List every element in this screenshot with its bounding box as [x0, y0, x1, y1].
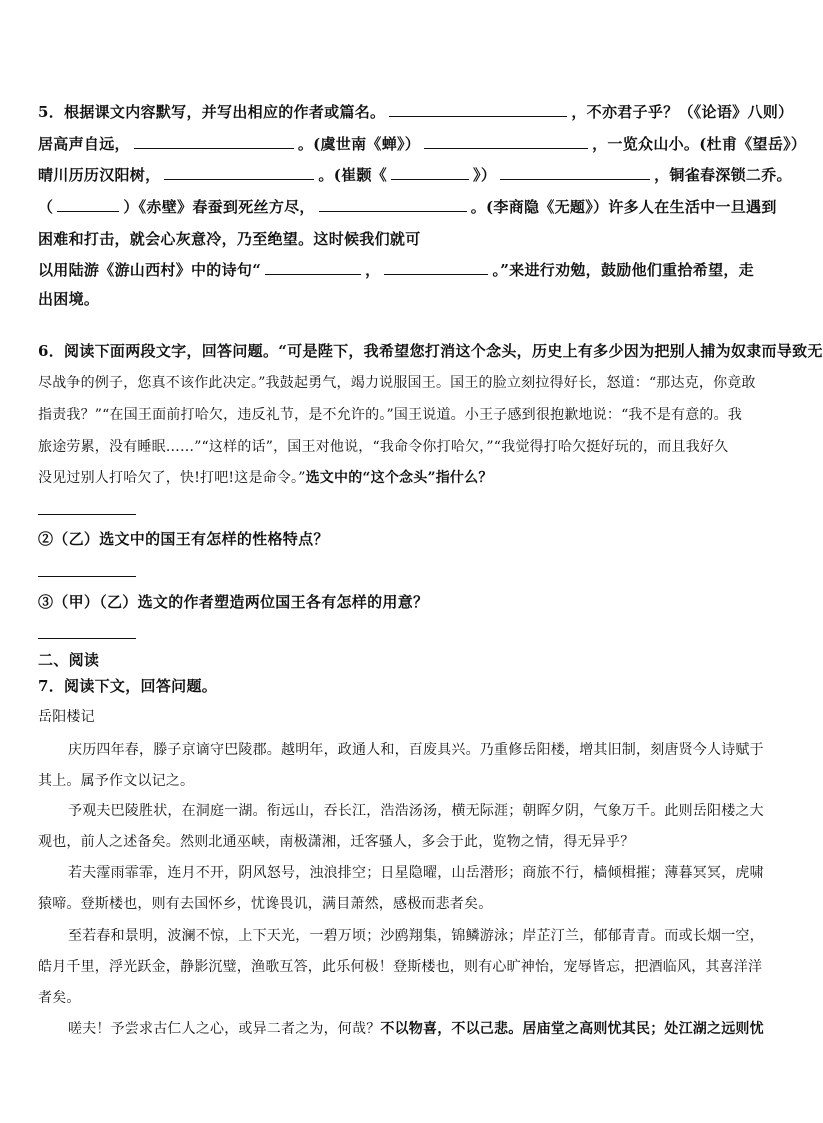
q5-text: ，铜雀春深锁二乔。	[654, 166, 792, 184]
q5-text: （	[38, 198, 54, 216]
answer-blank[interactable]	[384, 259, 488, 275]
essay-paragraph-5	[68, 1018, 764, 1040]
q6-line-4: 旅途劳累，没有睡眠……”“这样的话”，国王对他说，“我命令你打哈欠，”“我觉得打哈欠挺好玩的，而且我好久	[38, 439, 729, 455]
q6-line-2: 尽战争的例子，您真不该作此决定。”我鼓起勇气，竭力说服国王。国王的脸立刻拉得好长，怒道：“那达克，你竟敢	[38, 375, 756, 391]
q5-line-1	[38, 101, 794, 123]
essay-title: 岳阳楼记	[38, 709, 95, 725]
q6-subquestion-1: 选文中的“这个念头”指什么？	[305, 470, 493, 486]
essay-paragraph-2: 予观夫巴陵胜状，在洞庭一湖。衔远山，吞长江，浩浩汤汤，横无际涯；朝晖夕阴，气象万千。此则岳阳楼之大	[68, 803, 764, 819]
q5-line-7: 出困境。	[38, 290, 100, 308]
answer-blank[interactable]	[391, 164, 469, 180]
q5-line-5: 困难和打击，就会心灰意冷，乃至绝望。这时候我们就可	[38, 230, 421, 248]
essay-paragraph-3: 若夫霪雨霏霏，连月不开，阴风怒号，浊浪排空；日星隐曜，山岳潜形；商旅不行，樯倾楫摧；薄暮冥冥，虎啸	[68, 865, 764, 881]
q5-text: 。”来进行劝勉，鼓励他们重拾希望，走	[492, 261, 754, 279]
q5-text: 。(虞世南《蝉》）	[297, 135, 421, 153]
q5-text: 居高声自远，	[38, 135, 130, 153]
q6-subquestion-3: ③（甲）（乙）选文的作者塑造两位国王各有怎样的用意？	[38, 593, 429, 611]
q5-text: ，不亦君子乎？（《论语》八则）	[571, 103, 794, 121]
q5-text: 晴川历历汉阳树，	[38, 166, 161, 184]
essay-paragraph-1: 庆历四年春，滕子京谪守巴陵郡。越明年，政通人和，百废具兴。乃重修岳阳楼，增其旧制，刻唐贤今人诗赋于	[68, 742, 764, 758]
answer-blank[interactable]	[265, 259, 361, 275]
answer-blank[interactable]	[164, 164, 314, 180]
section-heading: 二、阅读	[38, 651, 100, 669]
answer-line[interactable]	[38, 638, 136, 639]
q5-text: ，	[365, 261, 381, 279]
answer-blank[interactable]	[134, 133, 294, 149]
answer-blank[interactable]	[424, 133, 588, 149]
essay-paragraph-2-cont: 观也，前人之述备矣。然则北通巫峡，南极潇湘，迁客骚人，多会于此，览物之情，得无异乎？	[38, 834, 635, 850]
essay-paragraph-4-end: 者矣。	[38, 990, 81, 1006]
q6-line-1: 6．阅读下面两段文字，回答问题。“可是陛下，我希望您打消这个念头，历史上有多少因为把别人捕为奴隶而导致无	[38, 342, 823, 360]
essay-paragraph-4-cont: 皓月千里，浮光跃金，静影沉璧，渔歌互答，此乐何极！登斯楼也，则有心旷神怡，宠辱皆忘，把酒临风，其喜洋洋	[38, 959, 763, 975]
q5-line-2	[38, 133, 807, 155]
answer-blank[interactable]	[389, 101, 567, 117]
essay-paragraph-1-cont: 其上。属予作文以记之。	[38, 773, 195, 789]
q5-text: ，一览众山小。(杜甫《望岳》）	[592, 135, 807, 153]
q5-text: ）《赤壁》春蚕到死丝方尽，	[123, 198, 315, 216]
q6-subquestion-2: ②（乙）选文中的国王有怎样的性格特点？	[38, 530, 329, 548]
q5-text: 。(崔颢《	[318, 166, 388, 184]
q5-line-6	[38, 259, 758, 281]
q7-intro: 7．阅读下文，回答问题。	[38, 677, 218, 695]
essay-paragraph-4: 至若春和景明，波澜不惊，上下天光，一碧万顷；沙鸥翔集，锦鳞游泳；岸芷汀兰，郁郁青青。而或长烟一空，	[68, 928, 764, 944]
answer-line[interactable]	[38, 514, 136, 515]
q5-line-4	[38, 196, 777, 218]
answer-blank[interactable]	[57, 196, 119, 212]
q6-line-5	[38, 467, 758, 489]
essay-paragraph-3-cont: 猿啼。登斯楼也，则有去国怀乡，忧谗畏讥，满目萧然，感极而悲者矣。	[38, 896, 493, 912]
essay-text: 不以物喜，不以己悲。居庙堂之高则忧其民；处江湖之远则忧	[380, 1021, 764, 1037]
q5-text: 》）	[473, 166, 497, 184]
answer-blank[interactable]	[500, 164, 650, 180]
answer-blank[interactable]	[319, 196, 467, 212]
q5-line-3	[38, 164, 792, 186]
q5-text: 。(李商隐《无题》）许多人在生活中一旦遇到	[470, 198, 777, 216]
answer-line[interactable]	[38, 576, 136, 577]
q5-text: 以用陆游《游山西村》中的诗句“	[38, 261, 262, 279]
q6-line-3: 指责我？”“在国王面前打哈欠，违反礼节，是不允许的。”国王说道。小王子感到很抱歉地说：“我不是有意的。我	[38, 407, 743, 423]
q5-prompt: 5．根据课文内容默写，并写出相应的作者或篇名。	[38, 103, 386, 121]
q6-text: 没见过别人打哈欠了，快!打吧!这是命令。”	[38, 470, 306, 486]
essay-text: 嗟夫！予尝求古仁人之心，或异二者之为，何哉？	[68, 1021, 381, 1037]
